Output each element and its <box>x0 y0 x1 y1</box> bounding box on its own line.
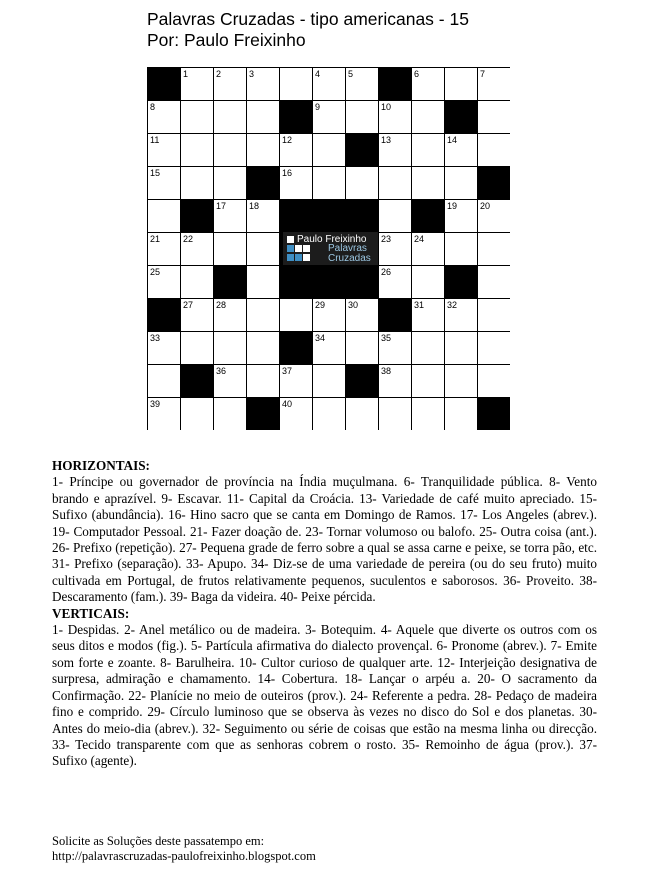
grid-cell <box>412 365 444 397</box>
grid-cell <box>379 332 411 364</box>
grid-cell <box>412 68 444 100</box>
clues-section <box>52 458 597 770</box>
black-square <box>478 167 510 199</box>
grid-cell <box>214 233 246 265</box>
grid-cell <box>412 101 444 133</box>
clue-number: 36 <box>216 366 227 376</box>
grid-cell <box>478 101 510 133</box>
grid-cell <box>379 398 411 430</box>
clue-number: 17 <box>216 201 227 211</box>
black-square <box>280 101 312 133</box>
grid-cell <box>214 299 246 331</box>
grid-cell <box>280 299 312 331</box>
grid-cell <box>478 68 510 100</box>
grid-cell <box>313 167 345 199</box>
clue-number: 4 <box>315 69 321 79</box>
grid-cell <box>148 266 180 298</box>
grid-cell <box>247 68 279 100</box>
clue-number: 5 <box>348 69 354 79</box>
grid-cell <box>412 167 444 199</box>
grid-cell <box>214 167 246 199</box>
grid-cell <box>148 332 180 364</box>
grid-cell <box>478 299 510 331</box>
grid-cell <box>478 233 510 265</box>
grid-cell <box>313 299 345 331</box>
title-line: Palavras Cruzadas - tipo americanas - 15 <box>147 9 469 29</box>
puzzle-title <box>147 9 469 51</box>
grid-cell <box>280 365 312 397</box>
black-square <box>445 101 477 133</box>
black-square <box>313 200 345 232</box>
grid-cell <box>412 398 444 430</box>
logo-word-palavras: Palavras <box>328 243 367 254</box>
grid-cell <box>478 200 510 232</box>
clue-number: 24 <box>414 234 425 244</box>
grid-cell <box>214 68 246 100</box>
clue-number: 14 <box>447 135 458 145</box>
black-square <box>280 332 312 364</box>
logo-name: Paulo Freixinho <box>297 234 367 245</box>
clue-number: 21 <box>150 234 161 244</box>
grid-cell <box>313 398 345 430</box>
grid-cell <box>346 101 378 133</box>
logo-square <box>287 236 294 243</box>
clue-number: 35 <box>381 333 392 343</box>
grid-cell <box>148 233 180 265</box>
grid-cell <box>379 167 411 199</box>
blog-link[interactable]: http://palavrascruzadas-paulofreixinho.blogspot.com <box>52 849 316 863</box>
grid-cell <box>181 68 213 100</box>
grid-cell <box>247 134 279 166</box>
black-square <box>379 299 411 331</box>
solutions-note: Solicite as Soluções deste passatempo em: <box>52 834 265 848</box>
grid-cell <box>379 266 411 298</box>
clue-number: 15 <box>150 168 161 178</box>
clue-number: 23 <box>381 234 392 244</box>
grid-cell <box>379 134 411 166</box>
black-square <box>379 68 411 100</box>
black-square <box>214 266 246 298</box>
black-square <box>412 200 444 232</box>
grid-cell <box>445 68 477 100</box>
grid-cell <box>181 167 213 199</box>
black-square <box>247 398 279 430</box>
clue-number: 3 <box>249 69 255 79</box>
clue-number: 18 <box>249 201 260 211</box>
black-square <box>181 365 213 397</box>
grid-cell <box>412 233 444 265</box>
black-square <box>181 200 213 232</box>
grid-cell <box>247 266 279 298</box>
logo-square <box>287 245 294 252</box>
grid-cell <box>214 365 246 397</box>
clue-number: 2 <box>216 69 222 79</box>
grid-cell <box>412 332 444 364</box>
grid-cell <box>181 101 213 133</box>
black-square <box>247 167 279 199</box>
grid-cell <box>181 398 213 430</box>
clue-number: 38 <box>381 366 392 376</box>
grid-cell <box>346 398 378 430</box>
clue-number: 8 <box>150 102 156 112</box>
vertical-clues: 1- Despidas. 2- Anel metálico ou de madeira. 3- Botequim. 4- Aquele que diverte os outros com os seus ditos e modos (fig.). 5- Partícula afirmativa do dialecto provençal. 6- Pronome (abrev.). 7- Emite som forte e zoante. 8- Barulheira. 10- Cultor curioso de qualquer arte. 12- Interjeição designativa de surpresa, admiração e chamamento. 14- Cobertura. 18- Lançar o arpéu a. 20- O sacramento da Confirmação. 22- Planície no meio de outeiros (prov.). 24- Referente a pedra. 28- Pedaço de madeira fino e comprido. 29- Círculo luminoso que se observa às vezes no disco do Sol e dos planetas. 30- Antes do meio-dia (abrev.). 32- Seguimento ou série de coisas que estão na mesma linha ou direcção. 33- Tecido transparente com que as senhoras cobrem o rosto. 35- Remoinho de água (prov.). 37- Sufixo (agente). <box>52 622 597 769</box>
grid-cell <box>313 332 345 364</box>
grid-cell <box>181 134 213 166</box>
logo-word-cruzadas: Cruzadas <box>328 253 371 264</box>
grid-cell <box>148 101 180 133</box>
black-square <box>346 134 378 166</box>
grid-cell <box>313 68 345 100</box>
grid-cell <box>346 68 378 100</box>
grid-cell <box>280 398 312 430</box>
grid-cell <box>346 299 378 331</box>
clue-number: 7 <box>480 69 486 79</box>
paulo-freixinho-logo <box>283 232 378 265</box>
logo-square <box>303 254 310 261</box>
grid-cell <box>313 365 345 397</box>
grid-cell <box>379 365 411 397</box>
clue-number: 22 <box>183 234 194 244</box>
grid-cell <box>280 134 312 166</box>
grid-cell <box>214 200 246 232</box>
grid-cell <box>412 134 444 166</box>
clue-number: 39 <box>150 399 161 409</box>
clue-number: 34 <box>315 333 326 343</box>
grid-cell <box>181 266 213 298</box>
grid-cell <box>445 233 477 265</box>
clue-number: 11 <box>150 135 160 145</box>
grid-cell <box>346 167 378 199</box>
grid-cell <box>214 134 246 166</box>
grid-cell <box>379 233 411 265</box>
black-square <box>346 266 378 298</box>
logo-square <box>295 245 302 252</box>
grid-cell <box>313 101 345 133</box>
clue-number: 1 <box>183 69 189 79</box>
grid-cell <box>445 299 477 331</box>
grid-cell <box>247 233 279 265</box>
black-square <box>148 68 180 100</box>
black-square <box>445 266 477 298</box>
grid-cell <box>214 101 246 133</box>
black-square <box>280 200 312 232</box>
grid-cell <box>412 266 444 298</box>
grid-cell <box>478 332 510 364</box>
clue-number: 9 <box>315 102 321 112</box>
clue-number: 33 <box>150 333 161 343</box>
clue-number: 40 <box>282 399 293 409</box>
vertical-heading: VERTICAIS: <box>52 605 130 621</box>
grid-cell <box>148 365 180 397</box>
black-square <box>280 266 312 298</box>
grid-cell <box>181 332 213 364</box>
clue-number: 10 <box>381 102 392 112</box>
grid-cell <box>280 68 312 100</box>
grid-cell <box>181 299 213 331</box>
clue-number: 37 <box>282 366 293 376</box>
grid-cell <box>478 134 510 166</box>
black-square <box>478 398 510 430</box>
grid-cell <box>280 167 312 199</box>
clue-number: 25 <box>150 267 161 277</box>
clue-number: 31 <box>414 300 425 310</box>
grid-cell <box>247 365 279 397</box>
grid-cell <box>214 332 246 364</box>
grid-cell <box>148 398 180 430</box>
logo-square <box>295 254 302 261</box>
grid-cell <box>445 167 477 199</box>
horizontal-clues: 1- Príncipe ou governador de província na Índia muçulmana. 6- Tranquilidade pública. 8- Vento brando e aprazível. 9- Escavar. 11- Capital da Croácia. 13- Variedade de café muito apreciado. 15- Sufixo (abundância). 16- Hino sacro que se canta em Domingo de Ramos. 17- Los Angeles (abrev.). 19- Computador Pessoal. 21- Fazer doação de. 23- Tornar volumoso ou balofo. 25- Outra coisa (ant.). 26- Prefixo (repetição). 27- Pequena grade de ferro sobre a qual se assa carne e peixe, se torra pão, etc. 31- Prefixo (separação). 33- Apupo. 34- Diz-se de uma variedade de pereira (ou do seu fruto) muito cultivada em Portugal, de frutos relativamente pequenos, suculentos e saborosos. 36- Proveito. 38- Descaramento (fam.). 39- Baga da videira. 40- Peixe pércida. <box>52 474 597 605</box>
clue-number: 26 <box>381 267 392 277</box>
grid-cell <box>247 299 279 331</box>
grid-cell <box>379 101 411 133</box>
grid-cell <box>148 134 180 166</box>
clue-number: 20 <box>480 201 491 211</box>
grid-cell <box>247 200 279 232</box>
clue-number: 13 <box>381 135 392 145</box>
grid-cell <box>214 398 246 430</box>
grid-cell <box>445 332 477 364</box>
clue-number: 28 <box>216 300 227 310</box>
clue-number: 19 <box>447 201 458 211</box>
horizontal-heading: HORIZONTAIS: <box>52 458 150 473</box>
author-line: Por: Paulo Freixinho <box>147 30 306 50</box>
clue-number: 16 <box>282 168 293 178</box>
clue-number: 6 <box>414 69 420 79</box>
grid-cell <box>379 200 411 232</box>
clue-number: 29 <box>315 300 326 310</box>
logo-square <box>287 254 294 261</box>
clue-number: 32 <box>447 300 458 310</box>
grid-cell <box>346 332 378 364</box>
grid-cell <box>247 332 279 364</box>
grid-cell <box>478 365 510 397</box>
grid-cell <box>412 299 444 331</box>
logo-square <box>303 245 310 252</box>
grid-cell <box>247 101 279 133</box>
grid-cell <box>478 266 510 298</box>
grid-cell <box>148 167 180 199</box>
clue-number: 27 <box>183 300 194 310</box>
grid-cell <box>313 134 345 166</box>
footer <box>52 834 316 864</box>
grid-cell <box>445 398 477 430</box>
grid-cell <box>148 200 180 232</box>
grid-cell <box>445 134 477 166</box>
clue-number: 12 <box>282 135 293 145</box>
black-square <box>148 299 180 331</box>
black-square <box>346 200 378 232</box>
grid-cell <box>445 365 477 397</box>
clue-number: 30 <box>348 300 359 310</box>
black-square <box>313 266 345 298</box>
grid-cell <box>445 200 477 232</box>
grid-cell <box>181 233 213 265</box>
black-square <box>346 365 378 397</box>
